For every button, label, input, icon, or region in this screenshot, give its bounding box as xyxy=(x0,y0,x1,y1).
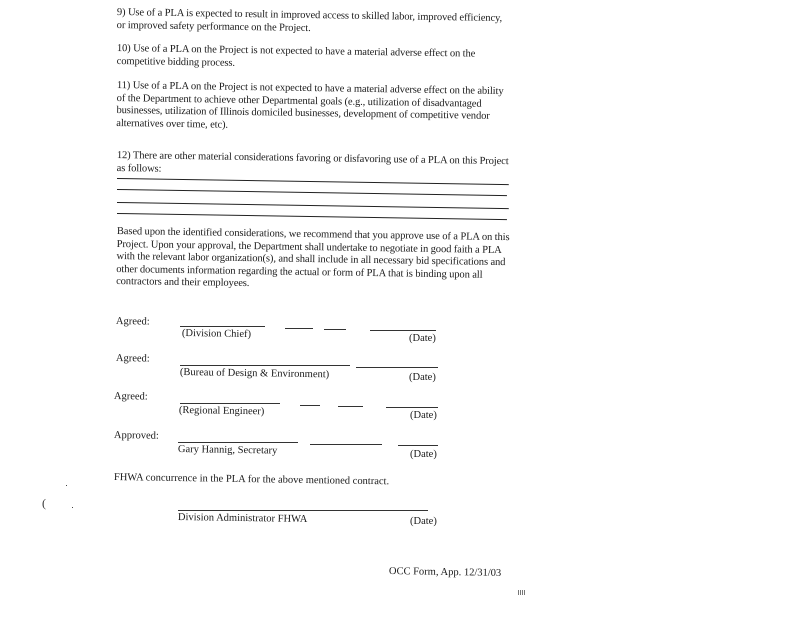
blank-line xyxy=(117,213,507,220)
scan-speck xyxy=(66,485,67,486)
paragraph-11: 11) Use of a PLA on the Project is not expected to have a material adverse effect on the ability of the Department to achieve other Departmental goals (e.g., utilization of disadvantaged businesses, utilization of Illinois domiciled businesses, development of competitive vendor alternatives over time, etc). xyxy=(116,80,504,131)
scan-speck xyxy=(72,507,73,508)
blank-line xyxy=(117,189,507,196)
scan-mark-icon xyxy=(518,582,528,587)
signature-line xyxy=(180,403,280,404)
signature-line xyxy=(310,444,382,445)
signature-line xyxy=(180,365,350,366)
date-label: (Date) xyxy=(409,333,436,344)
date-label: (Date) xyxy=(409,372,436,383)
form-footer: OCC Form, App. 12/31/03 xyxy=(388,566,502,579)
recommendation-paragraph: Based upon the identified considerations, we recommend that you approve use of a PLA on this Project. Upon your approval, the Department shall undertake to negotiate in good faith a PLA with the relevant labor organization(s), and shall include in all necessary bid specifications and other documents information regarding the actual or form of PLA that is binding upon all contractors and their employees. xyxy=(116,226,510,290)
date-label: (Date) xyxy=(410,410,437,421)
paragraph-12: 12) There are other material considerations favoring or disfavoring use of a PLA on this Project as follows: xyxy=(116,150,509,175)
signer-title: (Division Chief) xyxy=(181,328,252,341)
signature-line xyxy=(356,367,438,368)
signature-line xyxy=(370,330,436,331)
signature-line xyxy=(285,328,313,329)
signer-title: (Bureau of Design & Environment) xyxy=(179,367,330,381)
signature-line xyxy=(178,510,428,511)
signature-line xyxy=(300,405,320,406)
fhwa-statement: FHWA concurrence in the PLA for the above mentioned contract. xyxy=(113,472,390,488)
agreed-label: Agreed: xyxy=(115,316,150,328)
date-label: (Date) xyxy=(410,516,437,527)
signature-line xyxy=(338,406,363,407)
signature-line xyxy=(178,442,298,443)
paragraph-9: 9) Use of a PLA is expected to result in improved access to skilled labor, improved efficiency, or improved safety performance on the Project. xyxy=(116,7,503,34)
signature-line xyxy=(180,326,265,327)
signature-line xyxy=(324,329,346,330)
margin-bracket: ( xyxy=(42,496,46,510)
agreed-label: Agreed: xyxy=(113,391,148,403)
fhwa-signer-title: Division Administrator FHWA xyxy=(177,512,308,526)
signature-line xyxy=(386,407,438,408)
signature-line xyxy=(398,445,438,446)
paragraph-10: 10) Use of a PLA on the Project is not expected to have a material adverse effect on the competitive bidding process. xyxy=(116,43,476,69)
date-label: (Date) xyxy=(410,449,437,460)
approved-label: Approved: xyxy=(113,430,159,442)
signer-title: (Regional Engineer) xyxy=(178,405,265,418)
blank-line xyxy=(117,202,509,209)
agreed-label: Agreed: xyxy=(115,353,150,365)
signer-name: Gary Hannig, Secretary xyxy=(177,444,278,457)
